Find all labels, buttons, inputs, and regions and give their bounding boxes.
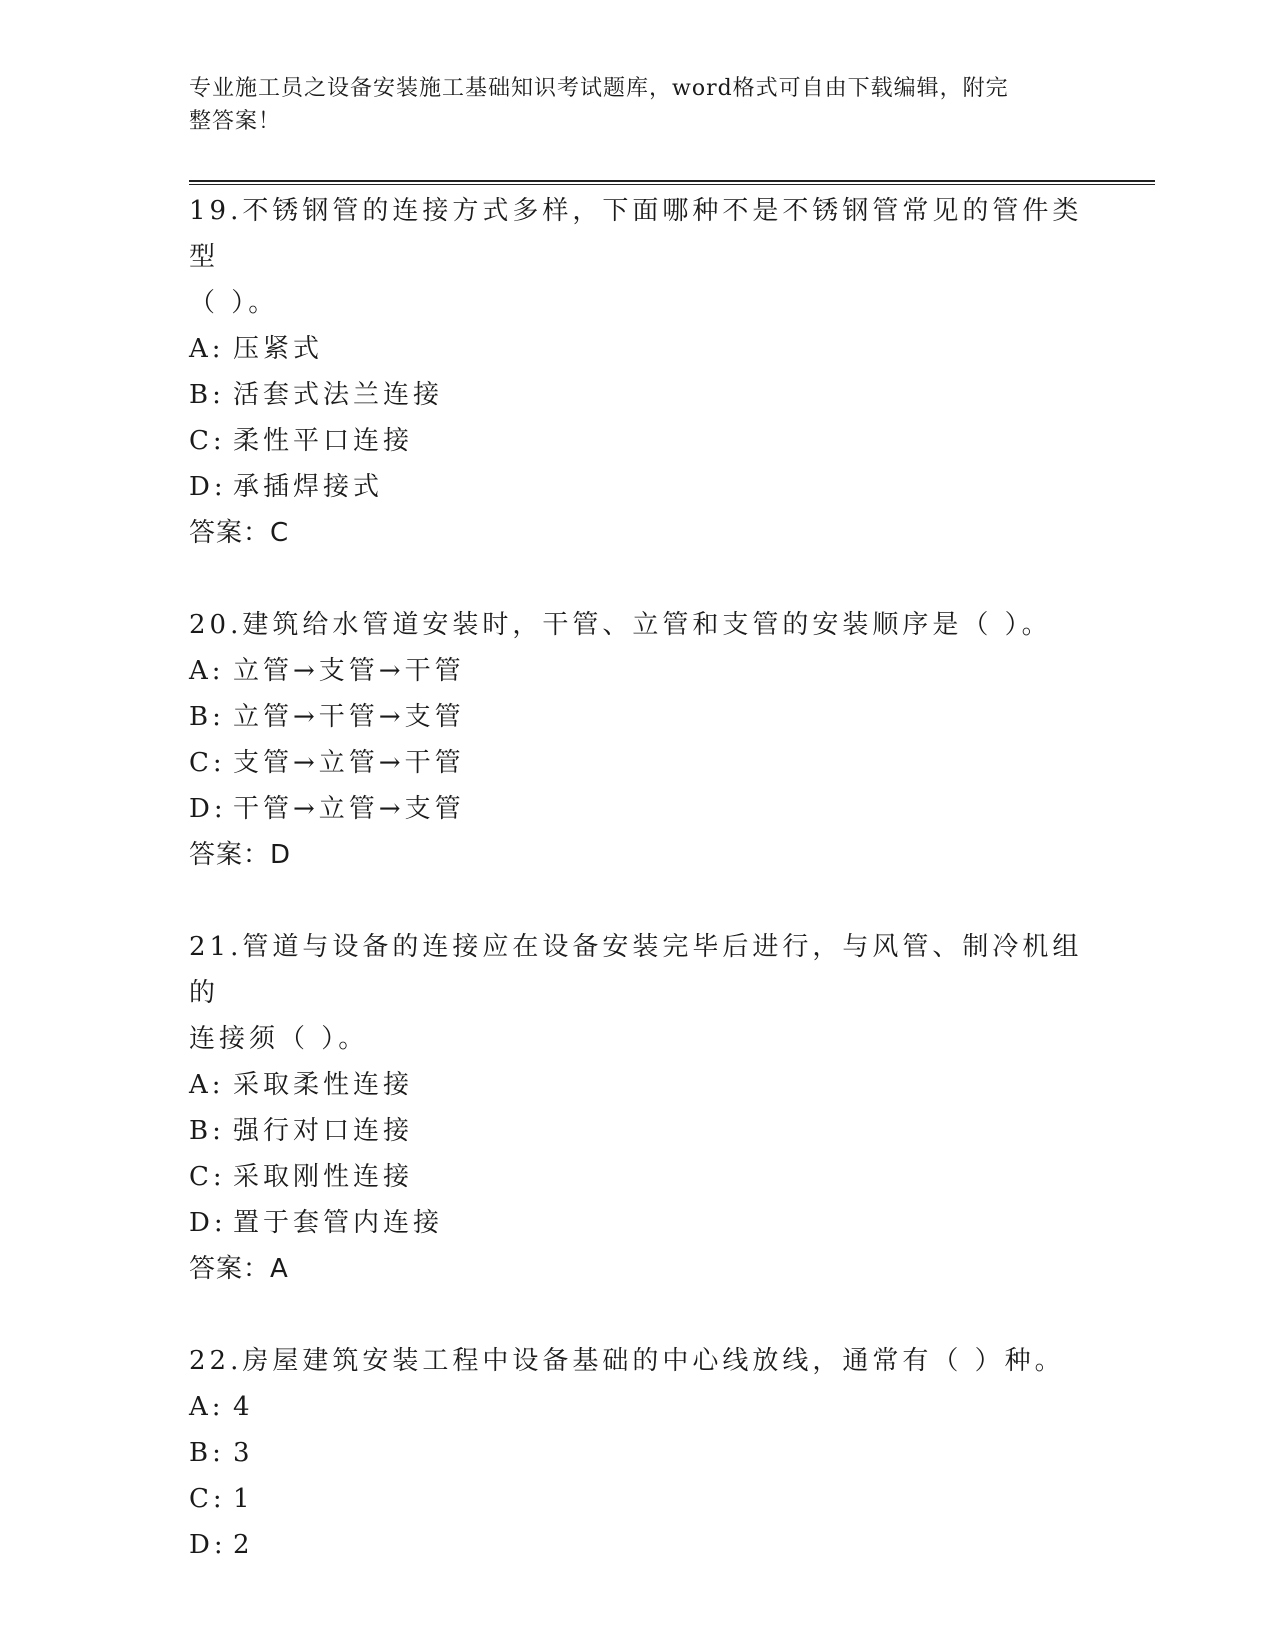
option-letter: B: bbox=[189, 702, 225, 732]
option-text: 柔性平口连接 bbox=[233, 426, 414, 456]
option-text: 置于套管内连接 bbox=[233, 1208, 444, 1238]
answer-line: 答案：D bbox=[189, 840, 292, 870]
option-text: 支管→立管→干管 bbox=[233, 748, 465, 778]
question-stem: 19.不锈钢管的连接方式多样，下面哪种不是不锈钢管常见的管件类型 bbox=[189, 196, 1083, 272]
option-letter: B: bbox=[189, 380, 225, 410]
option-text: 2 bbox=[233, 1530, 254, 1560]
option-letter: B: bbox=[189, 1438, 225, 1468]
option-a bbox=[189, 1062, 1089, 1108]
option-letter: D: bbox=[189, 794, 227, 824]
option-letter: A: bbox=[189, 1070, 225, 1100]
option-text: 采取刚性连接 bbox=[233, 1162, 414, 1192]
option-text: 4 bbox=[233, 1392, 254, 1422]
question-20 bbox=[189, 602, 1089, 878]
option-text: 承插焊接式 bbox=[233, 472, 384, 502]
question-stem: 20.建筑给水管道安装时，干管、立管和支管的安装顺序是（ ）。 bbox=[189, 610, 1052, 640]
option-text: 强行对口连接 bbox=[233, 1116, 414, 1146]
option-d bbox=[189, 1200, 1089, 1246]
answer-line: 答案：C bbox=[189, 518, 290, 548]
option-b bbox=[189, 1108, 1089, 1154]
document-header bbox=[189, 72, 1069, 138]
option-c bbox=[189, 418, 1089, 464]
option-text: 干管→立管→支管 bbox=[233, 794, 465, 824]
question-stem-continued: （ ）。 bbox=[189, 288, 279, 318]
option-letter: C: bbox=[189, 1162, 226, 1192]
option-letter: A: bbox=[189, 334, 225, 364]
header-line-2: 整答案！ bbox=[189, 109, 282, 134]
header-divider-thick bbox=[189, 180, 1155, 182]
option-letter: B: bbox=[189, 1116, 225, 1146]
question-list bbox=[189, 188, 1089, 1568]
option-d bbox=[189, 464, 1089, 510]
spacer bbox=[189, 878, 1089, 924]
header-divider-thin bbox=[189, 184, 1155, 185]
option-text: 采取柔性连接 bbox=[233, 1070, 414, 1100]
option-b bbox=[189, 694, 1089, 740]
option-a bbox=[189, 1384, 1089, 1430]
option-text: 3 bbox=[233, 1438, 254, 1468]
option-letter: A: bbox=[189, 1392, 225, 1422]
option-letter: D: bbox=[189, 472, 227, 502]
question-21 bbox=[189, 924, 1089, 1292]
option-letter: C: bbox=[189, 748, 226, 778]
question-19 bbox=[189, 188, 1089, 556]
option-c bbox=[189, 1154, 1089, 1200]
option-letter: D: bbox=[189, 1530, 227, 1560]
option-a bbox=[189, 326, 1089, 372]
option-b bbox=[189, 372, 1089, 418]
option-text: 1 bbox=[233, 1484, 254, 1514]
option-text: 立管→支管→干管 bbox=[233, 656, 465, 686]
option-d bbox=[189, 786, 1089, 832]
option-d bbox=[189, 1522, 1089, 1568]
header-line-1: 专业施工员之设备安装施工基础知识考试题库，word格式可自由下载编辑，附完 bbox=[189, 76, 1009, 101]
option-letter: C: bbox=[189, 1484, 226, 1514]
option-a bbox=[189, 648, 1089, 694]
option-text: 活套式法兰连接 bbox=[233, 380, 444, 410]
question-stem-continued: 连接须（ ）。 bbox=[189, 1024, 369, 1054]
spacer bbox=[189, 556, 1089, 602]
option-text: 压紧式 bbox=[233, 334, 324, 364]
question-stem: 21.管道与设备的连接应在设备安装完毕后进行，与风管、制冷机组的 bbox=[189, 932, 1083, 1008]
question-22 bbox=[189, 1338, 1089, 1568]
option-letter: C: bbox=[189, 426, 226, 456]
option-letter: D: bbox=[189, 1208, 227, 1238]
option-c bbox=[189, 740, 1089, 786]
question-stem: 22.房屋建筑安装工程中设备基础的中心线放线，通常有（ ）种。 bbox=[189, 1346, 1065, 1376]
option-text: 立管→干管→支管 bbox=[233, 702, 465, 732]
option-c bbox=[189, 1476, 1089, 1522]
option-b bbox=[189, 1430, 1089, 1476]
option-letter: A: bbox=[189, 656, 225, 686]
answer-line: 答案：A bbox=[189, 1254, 289, 1284]
spacer bbox=[189, 1292, 1089, 1338]
